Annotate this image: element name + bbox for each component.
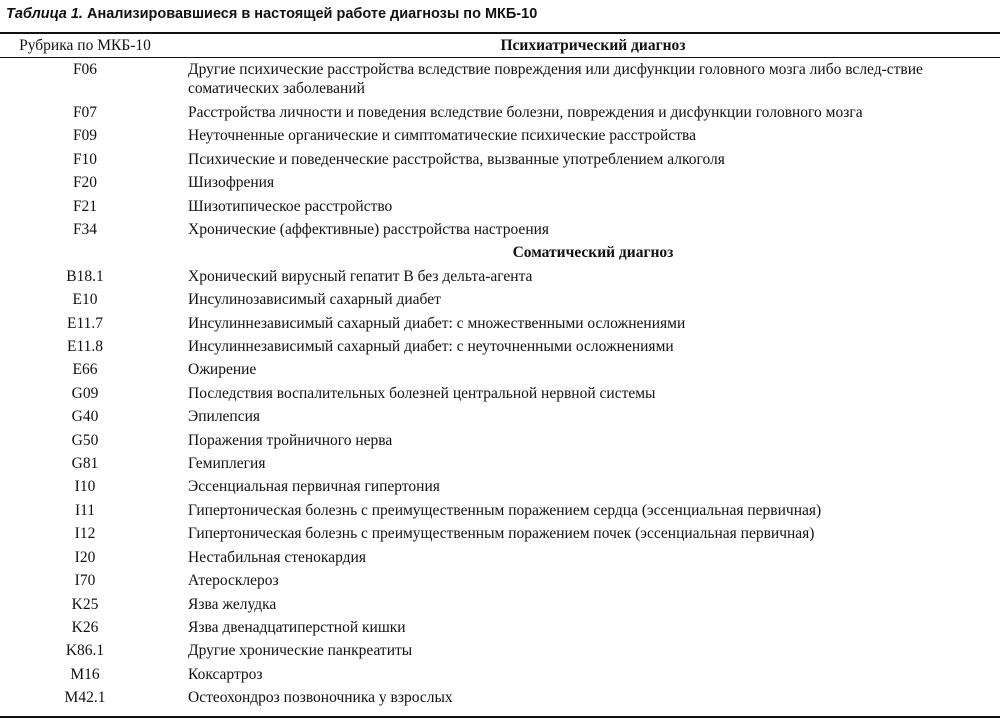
row-code: E11.8	[66, 338, 104, 356]
row-description: Поражения тройничного нерва	[188, 431, 393, 449]
row-code: I10	[74, 478, 96, 496]
row-description: Другие хронические панкреатиты	[188, 642, 413, 660]
row-code: K86.1	[65, 642, 105, 660]
row-description: Расстройства личности и поведения вследствие болезни, повреждения и дисфункции головного мозга	[188, 104, 863, 121]
row-code: F10	[72, 150, 98, 168]
table-row	[0, 663, 1000, 686]
somatic-section-title: Соматический диагноз	[512, 244, 674, 262]
table-caption-text: Анализировавшиеся в настоящей работе диагнозы по МКБ-10	[86, 6, 538, 22]
table-row	[0, 312, 1000, 335]
table-row	[0, 148, 1000, 171]
row-description: Атеросклероз	[188, 572, 279, 590]
row-description: Язва двенадцатиперстной кишки	[188, 618, 406, 636]
row-code: F20	[72, 174, 98, 192]
row-description: Ожирение	[188, 361, 257, 379]
table-row	[0, 358, 1000, 381]
table-row	[0, 429, 1000, 452]
table-row	[0, 58, 1000, 101]
table-row	[0, 171, 1000, 194]
table-header	[0, 35, 1000, 57]
row-description: Инсулиннезависимый сахарный диабет: с неуточненными осложнениями	[188, 338, 674, 356]
table-row	[0, 405, 1000, 428]
row-description: Психические и поведенческие расстройства, вызванные употреблением алкоголя	[188, 150, 725, 168]
row-description: Инсулинозависимый сахарный диабет	[188, 291, 441, 309]
table-bottom-rule	[0, 716, 1000, 718]
row-description: Эпилепсия	[188, 408, 261, 426]
row-description: Хронический вирусный гепатит В без дельта-агента	[188, 267, 533, 285]
row-description: Язва желудка	[188, 595, 277, 613]
table-row	[0, 522, 1000, 545]
table-row	[0, 686, 1000, 709]
row-description: Нестабильная стенокардия	[188, 548, 366, 566]
table-row	[0, 265, 1000, 288]
row-description: Эссенциальная первичная гипертония	[188, 478, 440, 496]
row-description: Шизотипическое расстройство	[188, 197, 393, 215]
table-row	[0, 335, 1000, 358]
row-description: Неуточненные органические и симптоматические психические расстройства	[188, 127, 697, 145]
row-code: E66	[72, 361, 98, 379]
row-code: I11	[74, 501, 96, 519]
row-description: Остеохондроз позвоночника у взрослых	[188, 689, 453, 707]
row-description: Коксартроз	[188, 665, 263, 683]
row-description: Другие психические расстройства вследствие повреждения или дисфункции головного мозга либо вслед-ствие соматических заболеваний	[188, 61, 923, 97]
row-code: F06	[72, 61, 98, 78]
table-top-rule	[0, 32, 1000, 34]
table-row	[0, 124, 1000, 147]
row-code: G40	[71, 408, 99, 426]
row-description: Шизофрения	[188, 174, 275, 192]
row-description: Гипертоническая болезнь с преимущественным поражением почек (эссенциальная первичная)	[188, 525, 815, 543]
row-code: E10	[72, 291, 98, 309]
row-code: I20	[74, 548, 96, 566]
row-code: G50	[71, 431, 99, 449]
header-code-column: Рубрика по МКБ-10	[19, 37, 151, 54]
row-code: K25	[71, 595, 99, 613]
row-code: K26	[71, 618, 99, 636]
row-code: F34	[72, 221, 98, 239]
table-row	[0, 288, 1000, 311]
row-code: F09	[72, 127, 98, 145]
table-row	[0, 382, 1000, 405]
row-code: G09	[71, 384, 99, 402]
row-code: B18.1	[66, 267, 104, 285]
table-row	[0, 218, 1000, 241]
row-code: F21	[72, 197, 98, 215]
row-code: I70	[74, 572, 96, 590]
table-row	[0, 546, 1000, 569]
table-caption-label: Таблица 1.	[6, 6, 83, 22]
table-row	[0, 569, 1000, 592]
table-caption	[6, 4, 537, 24]
row-description: Инсулиннезависимый сахарный диабет: с множественными осложнениями	[188, 314, 686, 332]
row-description: Гипертоническая болезнь с преимущественным поражением сердца (эссенциальная первичная)	[188, 501, 822, 519]
row-description: Гемиплегия	[188, 455, 266, 473]
table-row	[0, 593, 1000, 616]
row-code: M42.1	[64, 689, 106, 707]
row-code: M16	[70, 665, 100, 683]
table-row	[0, 639, 1000, 662]
row-description: Хронические (аффективные) расстройства настроения	[188, 221, 550, 239]
row-code: E11.7	[66, 314, 104, 332]
table-row	[0, 195, 1000, 218]
row-code: I12	[74, 525, 96, 543]
somatic-section-header	[0, 241, 1000, 264]
table-row	[0, 475, 1000, 498]
table-row	[0, 101, 1000, 124]
header-diagnosis-column: Психиатрический диагноз	[500, 37, 686, 54]
table-row	[0, 452, 1000, 475]
table-body	[0, 58, 1000, 710]
table-row	[0, 616, 1000, 639]
row-code: G81	[71, 455, 99, 473]
row-description: Последствия воспалительных болезней центральной нервной системы	[188, 384, 656, 402]
table-row	[0, 499, 1000, 522]
row-code: F07	[72, 104, 98, 121]
